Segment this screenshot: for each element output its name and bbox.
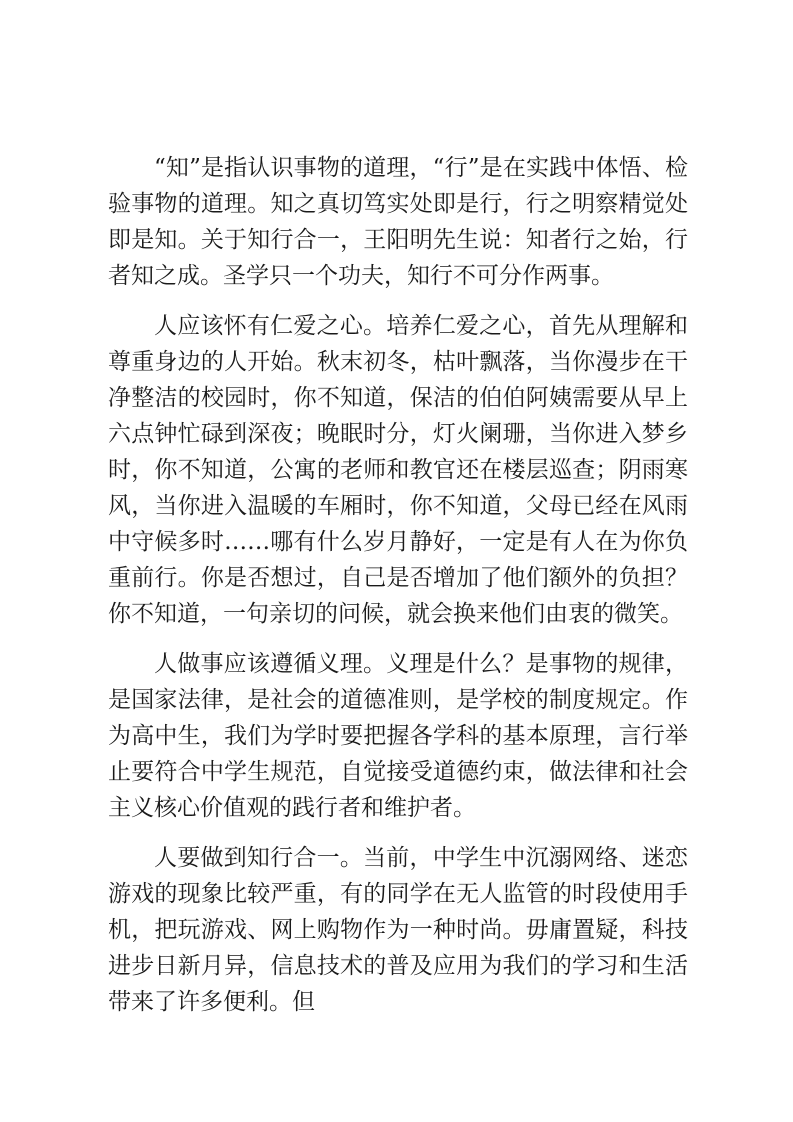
paragraph-unity-of-knowledge-action: 人要做到知行合一。当前，中学生中沉溺网络、迷恋游戏的现象比较严重，有的同学在无人监管的时段使用手机，把玩游戏、网上购物作为一种时尚。毋庸置疑，科技进步日新月异，信息技术的普及应用为我们的学习和生活带来了许多便利。但: [108, 845, 688, 1015]
article-body: [108, 150, 688, 1034]
paragraph-benevolence: 人应该怀有仁爱之心。培养仁爱之心，首先从理解和尊重身边的人开始。秋末初冬，枯叶飘落，当你漫步在干净整洁的校园时，你不知道，保洁的伯伯阿姨需要从早上六点钟忙碌到深夜；晚眠时分，灯火阑珊，当你进入梦乡时，你不知道，公寓的老师和教官还在楼层巡查；阴雨寒风，当你进入温暖的车厢时，你不知道，父母已经在风雨中守候多时……哪有什么岁月静好，一定是有人在为你负重前行。你是否想过，自己是否增加了他们额外的负担？你不知道，一句亲切的问候，就会换来他们由衷的微笑。: [108, 313, 688, 627]
paragraph-knowledge-action: “知”是指认识事物的道理，“行”是在实践中体悟、检验事物的道理。知之真切笃实处即是行，行之明察精觉处即是知。关于知行合一，王阳明先生说：知者行之始，行者知之成。圣学只一个功夫，知行不可分作两事。: [108, 155, 688, 289]
paragraph-righteousness: 人做事应该遵循义理。义理是什么？是事物的规律，是国家法律，是社会的道德准则，是学校的制度规定。作为高中生，我们为学时要把握各学科的基本原理，言行举止要符合中学生规范，自觉接受道德约束，做法律和社会主义核心价值观的践行者和维护者。: [108, 651, 688, 821]
